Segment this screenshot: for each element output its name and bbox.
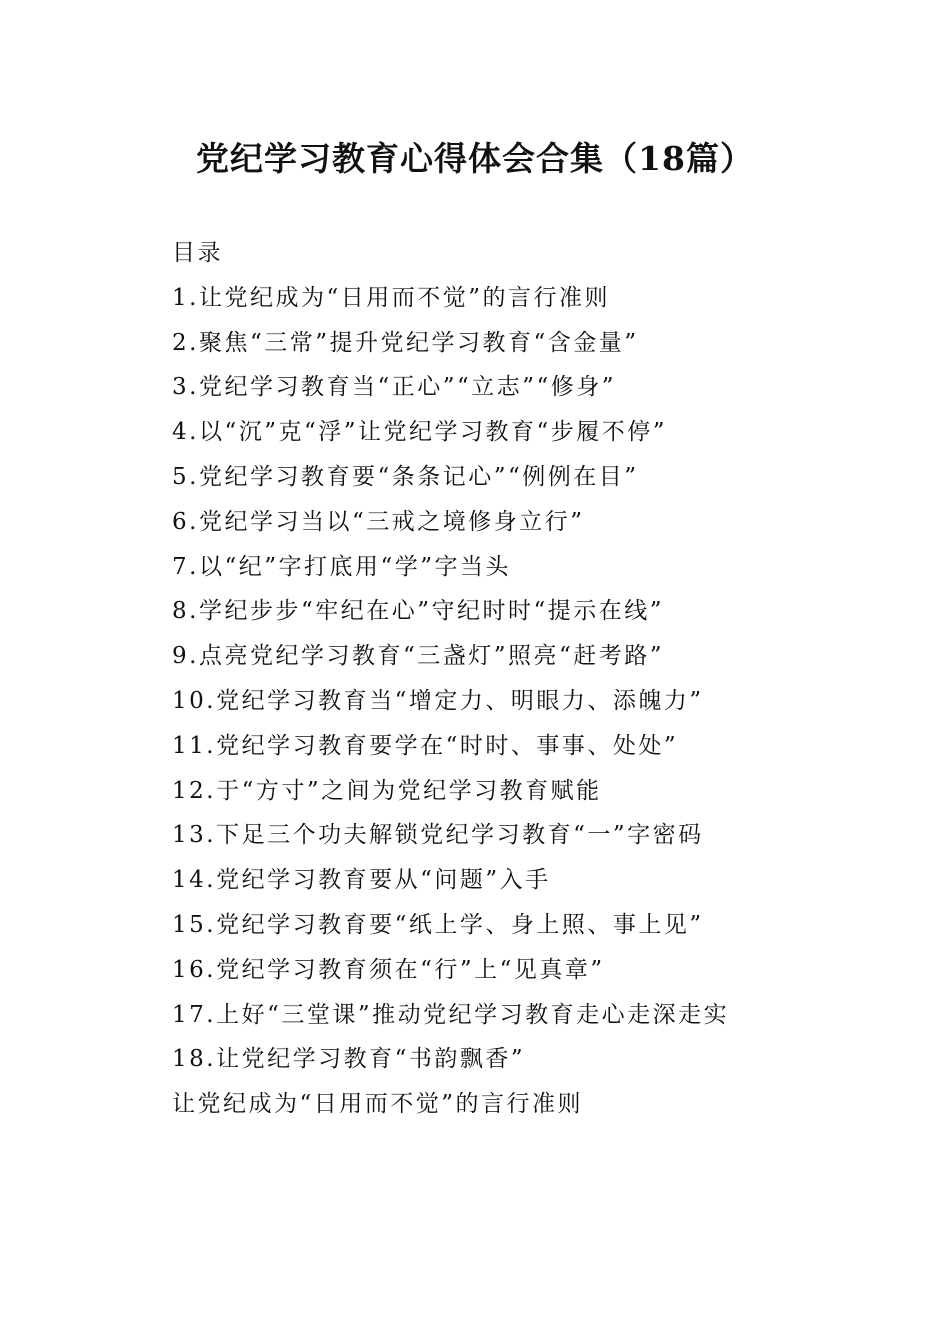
toc-item: 17.上好“三堂课”推动党纪学习教育走心走深走实 (172, 1001, 730, 1028)
toc-item: 12.于“方寸”之间为党纪学习教育赋能 (172, 777, 602, 804)
toc-item: 3.党纪学习教育当“正心”“立志”“修身” (172, 374, 616, 401)
toc-item: 15.党纪学习教育要“纸上学、身上照、事上见” (172, 911, 704, 938)
toc-item: 10.党纪学习教育当“增定力、明眼力、添魄力” (172, 687, 704, 714)
toc-item: 1.让党纪成为“日用而不觉”的言行准则 (172, 284, 610, 311)
toc-item: 2.聚焦“三常”提升党纪学习教育“含金量” (172, 329, 639, 356)
article-heading: 让党纪成为“日用而不觉”的言行准则 (172, 1091, 584, 1118)
toc-item: 9.点亮党纪学习教育“三盏灯”照亮“赶考路” (172, 643, 664, 670)
table-of-contents (172, 276, 872, 1082)
document-body (172, 231, 872, 1127)
toc-item: 4.以“沉”克“浮”让党纪学习教育“步履不停” (172, 419, 667, 446)
toc-item: 7.以“纪”字打底用“学”字当头 (172, 553, 511, 580)
toc-item: 11.党纪学习教育要学在“时时、事事、处处” (172, 732, 679, 759)
toc-item: 14.党纪学习教育要从“问题”入手 (172, 867, 551, 894)
toc-heading: 目录 (172, 240, 223, 266)
toc-item: 18.让党纪学习教育“书韵飘香” (172, 1046, 526, 1073)
toc-item: 8.学纪步步“牢纪在心”守纪时时“提示在线” (172, 598, 664, 625)
toc-item: 5.党纪学习教育要“条条记心”“例例在目” (172, 463, 639, 490)
toc-item: 16.党纪学习教育须在“行”上“见真章” (172, 956, 605, 983)
toc-item: 13.下足三个功夫解锁党纪学习教育“一”字密码 (172, 822, 704, 849)
toc-item: 6.党纪学习当以“三戒之境修身立行” (172, 508, 585, 535)
document-title: 党纪学习教育心得体会合集（18篇） (196, 139, 754, 178)
